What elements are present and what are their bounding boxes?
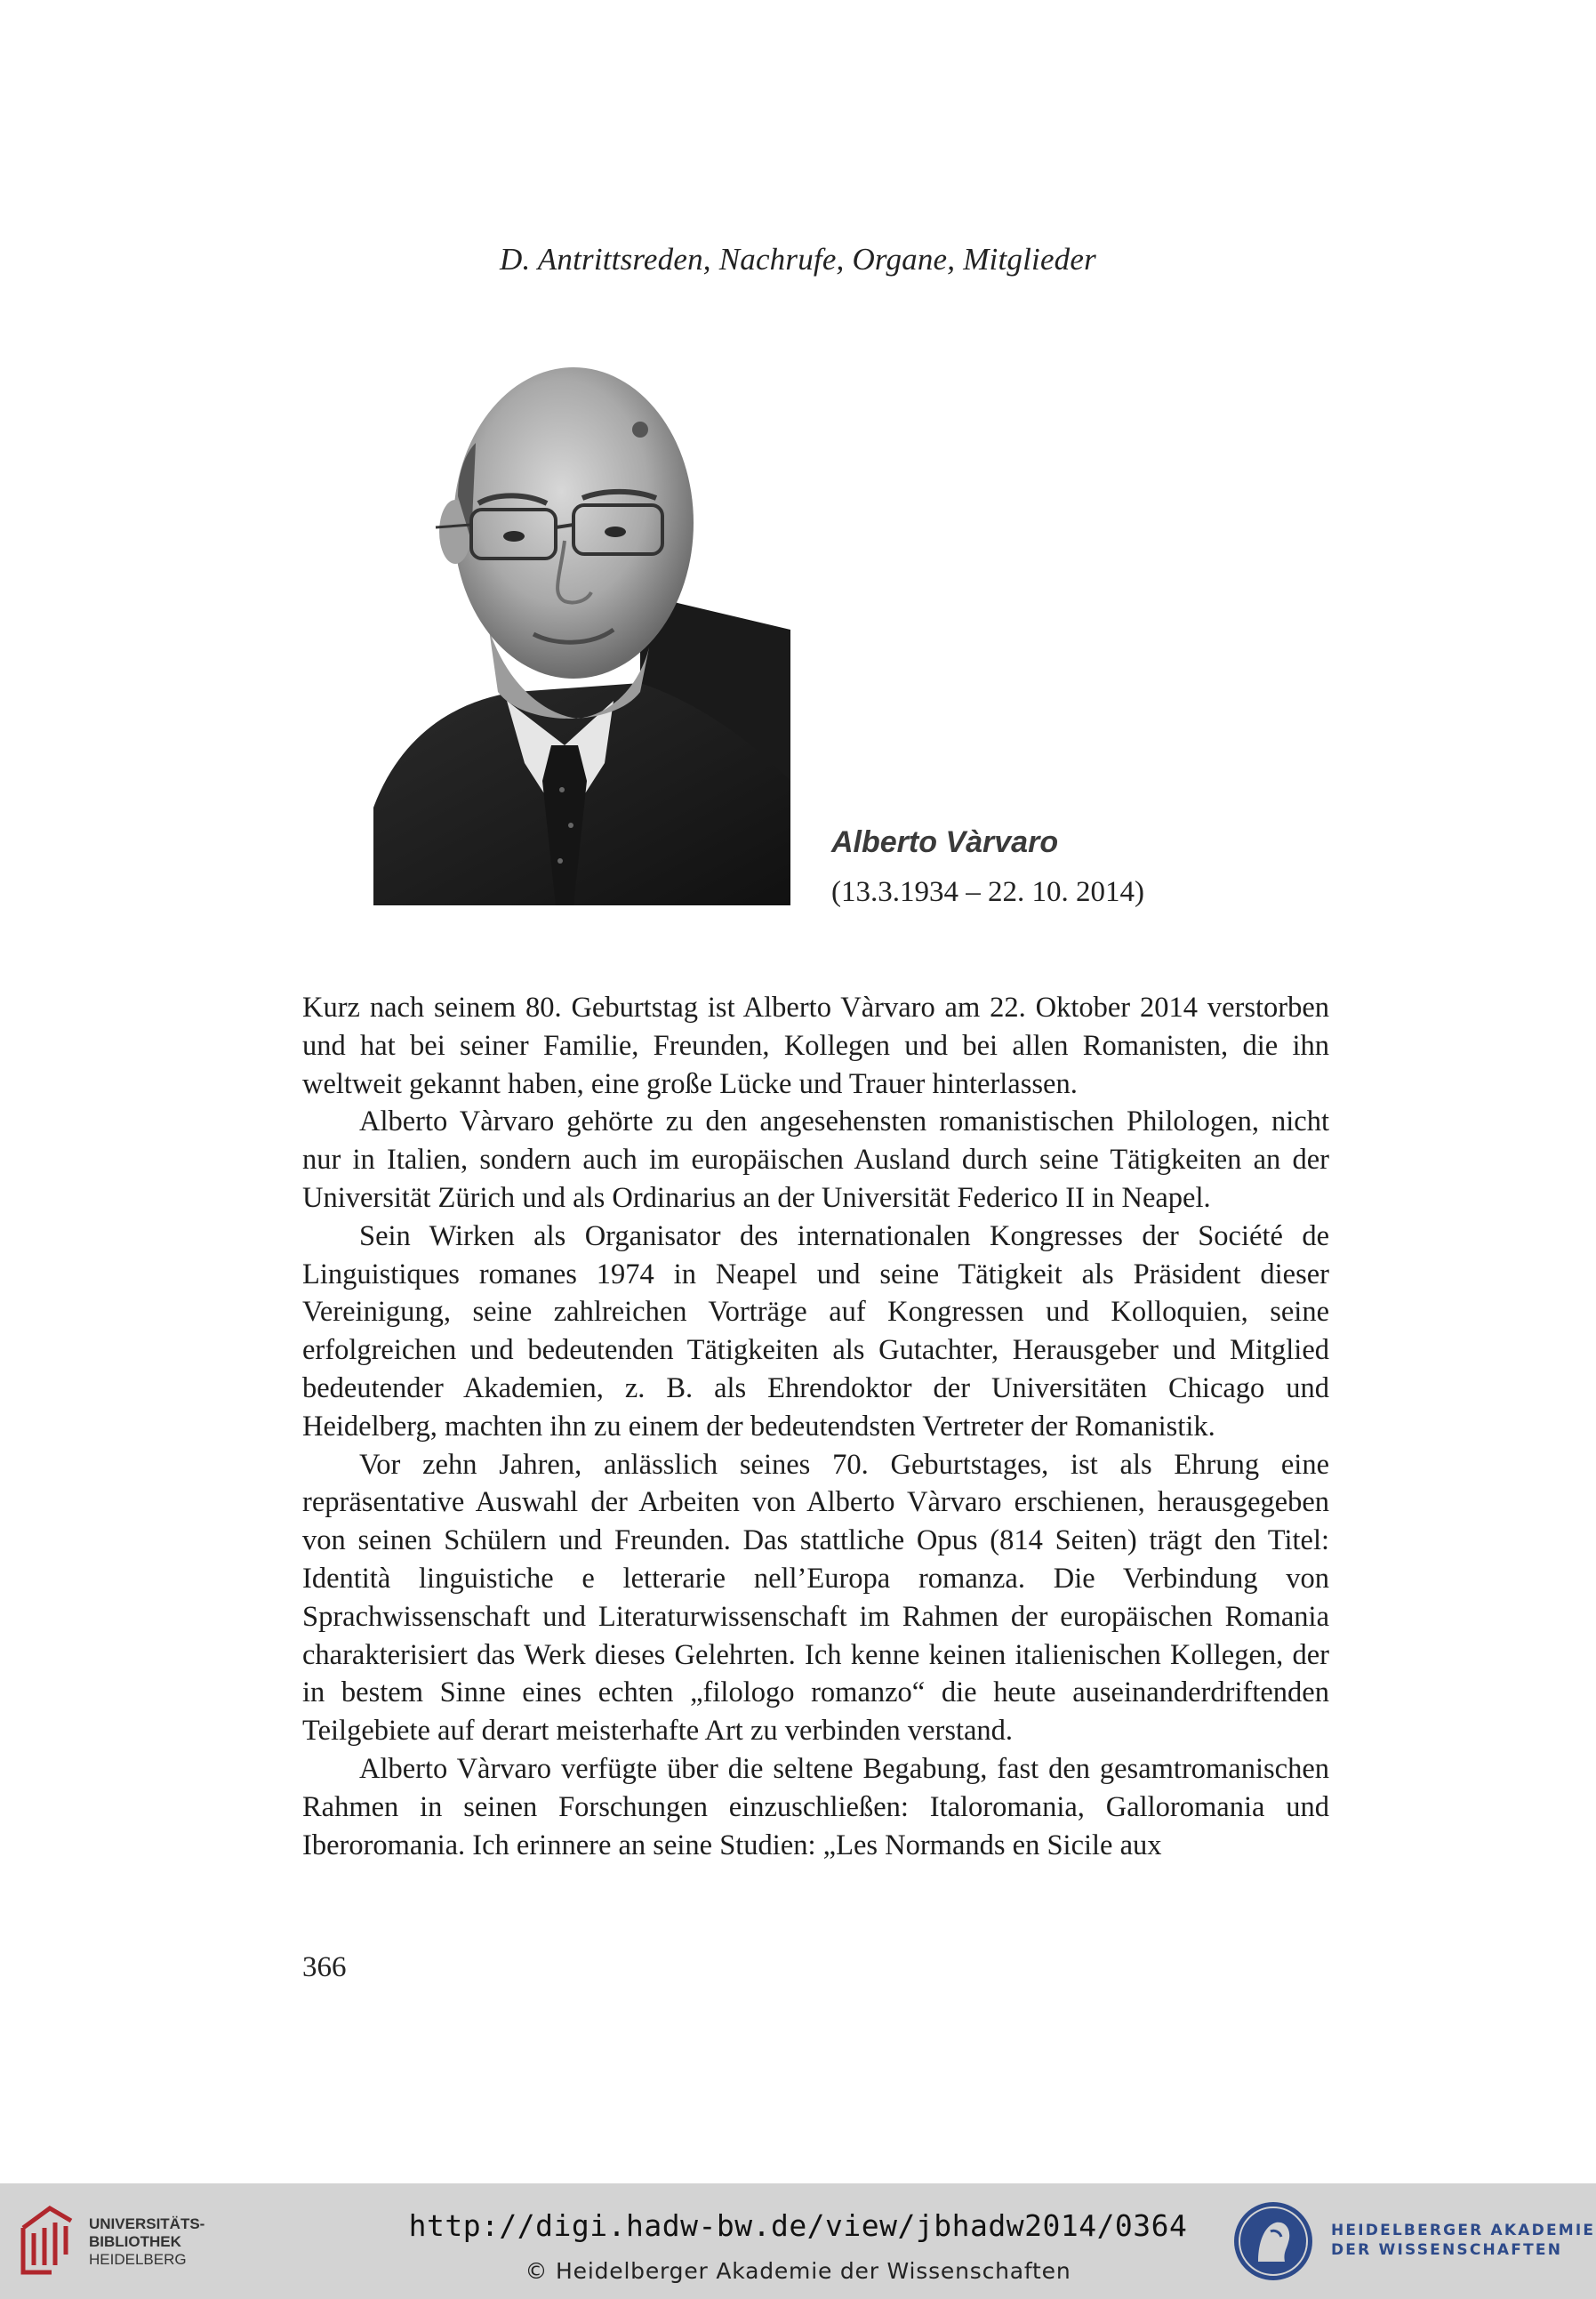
paragraph: Vor zehn Jahren, anlässlich seines 70. Geburtstages, ist als Ehrung eine repräsentative Auswahl der Arbeiten von Alberto Vàrvaro erschienen, herausgegeben von seinen Schülern und Freunden. Das stattliche Opus (814 Seiten) trägt den Titel: Identità linguistiche e letterarie nell’Europa romanza. Die Verbindung von Sprachwissenschaft und Literaturwissenschaft im Rahmen der europäischen Romania charakterisiert das Werk dieses Gelehrten. Ich kenne keinen italienischen Kollegen, der in bestem Sinne eines echten „filologo romanzo“ die heute auseinanderdriftenden Teilgebiete auf derart meisterhafte Art zu verbinden verstand. (302, 1448, 1329, 1748)
portrait-photo (373, 363, 790, 905)
copyright-notice: © Heidelberger Akademie der Wissenschaften (525, 2258, 1071, 2284)
academy-seal-icon[interactable] (1231, 2199, 1315, 2283)
running-header: D. Antrittsreden, Nachrufe, Organe, Mitglieder (500, 242, 1096, 277)
person-name: Alberto Vàrvaro (831, 825, 1059, 859)
footer-bar (0, 2183, 1596, 2299)
portrait-photo-icon (373, 363, 790, 905)
page-number: 366 (302, 1951, 347, 1983)
ub-line-1: UNIVERSITÄTS- (89, 2215, 205, 2232)
paragraph: Alberto Vàrvaro gehörte zu den angesehensten romanistischen Philologen, nicht nur in Italien, sondern auch im europäischen Ausland durch seine Tätigkeiten an der Universität Zürich und als Ordinarius an der Universität Federico II in Neapel. (302, 1105, 1329, 1214)
academy-line-2: DER WISSENSCHAFTEN (1331, 2241, 1563, 2259)
life-dates: (13.3.1934 – 22. 10. 2014) (831, 876, 1144, 908)
paragraph: Sein Wirken als Organisator des internationalen Kongresses der Société de Linguistiques romanes 1974 in Neapel und seine Tätigkeit als Präsident dieser Vereinigung, seine zahlreichen Vorträge auf Kongressen und Kolloquien, seine erfolgreichen und bedeutenden Tätigkeiten als Gutachter, Herausgeber und Mitglied bedeutender Akademien, z. B. als Ehrendoktor der Universitäten Chicago und Heidelberg, machten ihn zu einem der bedeutendsten Vertreter der Romanistik. (302, 1219, 1329, 1443)
paragraph: Kurz nach seinem 80. Geburtstag ist Alberto Vàrvaro am 22. Oktober 2014 verstorben und hat bei seiner Familie, Freunden, Kollegen und bei allen Romanisten, die ihn weltweit gekannt haben, eine große Lücke und Trauer hinterlassen. (302, 992, 1329, 1100)
ub-line-3: HEIDELBERG (89, 2251, 187, 2268)
ub-line-2: BIBLIOTHEK (89, 2233, 181, 2250)
academy-line-1: HEIDELBERGER AKADEMIE (1331, 2222, 1596, 2239)
paragraph: Alberto Vàrvaro verfügte über die seltene Begabung, fast den gesamtromanischen Rahmen in seinen Forschungen einzuschließen: Italoromania, Galloromania und Iberoromania. Ich erinnere an seine Studien: „Les Normands en Sicile aux (302, 1752, 1329, 1861)
obituary-text (302, 989, 1329, 1864)
source-url-link[interactable]: http://digi.hadw-bw.de/view/jbhadw2014/0364 (408, 2208, 1188, 2243)
academy-name (1331, 2221, 1595, 2260)
